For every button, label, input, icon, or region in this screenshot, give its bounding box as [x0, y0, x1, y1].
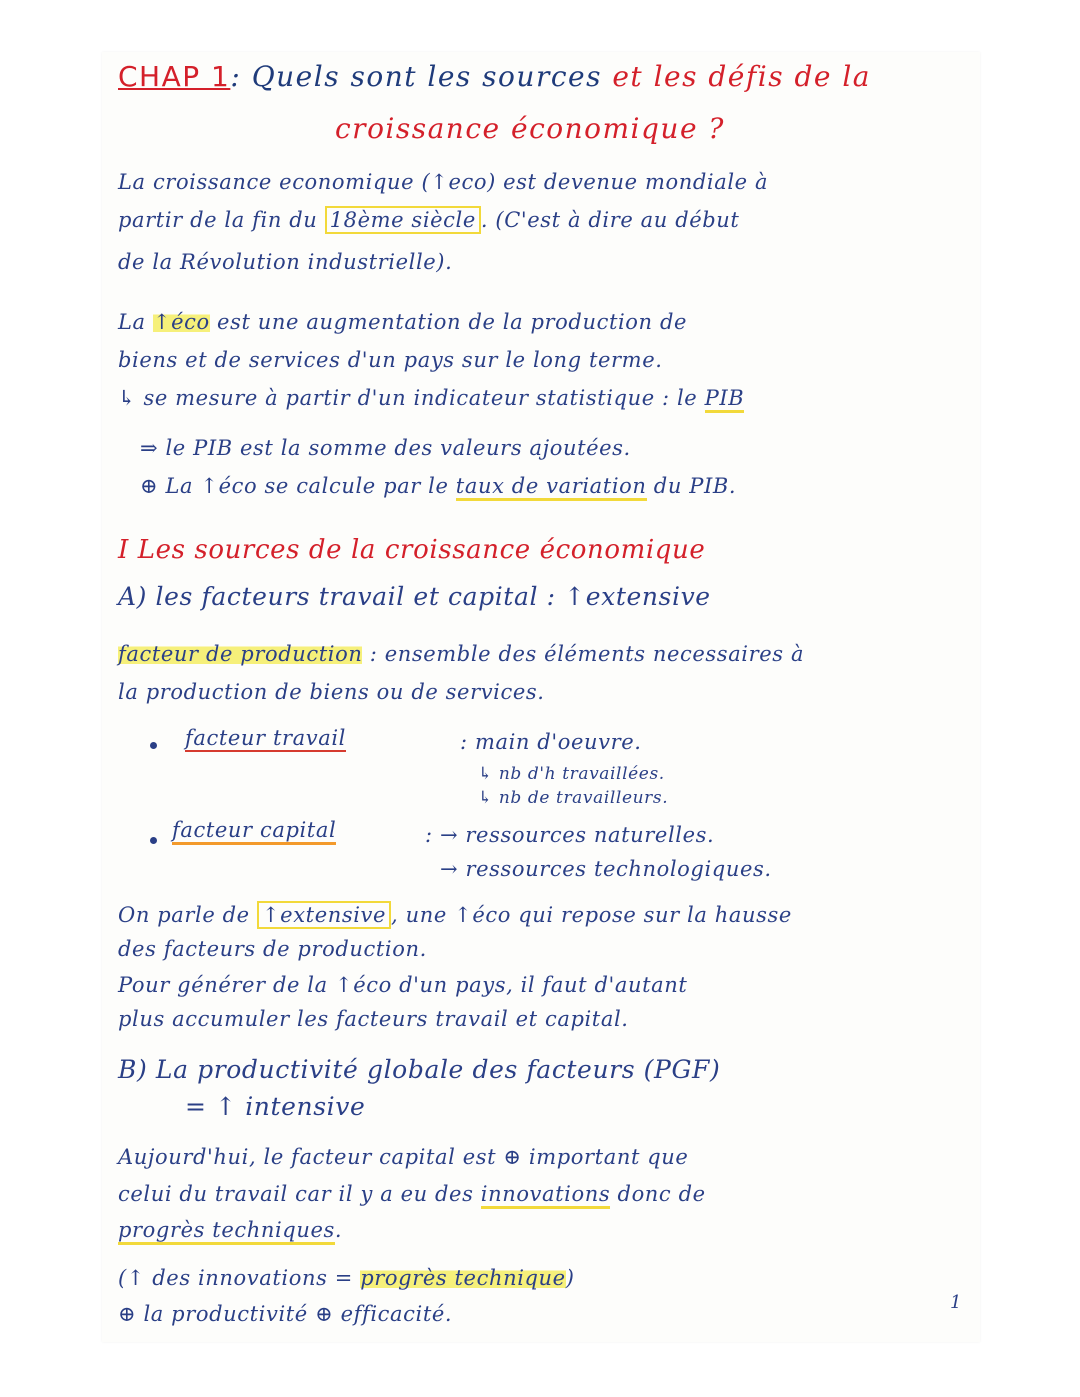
- intro-line2: partir de la fin du 18ème siècle . (C'est à dire au début: [118, 208, 740, 232]
- bullet: [150, 837, 157, 844]
- extensive-line2: des facteurs de production.: [118, 937, 427, 961]
- title-line2: croissance économique ?: [335, 112, 725, 145]
- capital-desc1: : → ressources naturelles.: [425, 823, 715, 847]
- travail-sub1: ↳ nb d'h travaillées.: [478, 764, 665, 784]
- facteur-travail: [185, 726, 346, 750]
- page-title: [118, 60, 871, 93]
- intensive-line3: progrès techniques.: [118, 1218, 342, 1242]
- subsection-a: A) les facteurs travail et capital : ↑extensive: [118, 582, 711, 611]
- definition-term: ↑éco: [152, 310, 210, 334]
- intro-line3: de la Révolution industrielle).: [118, 250, 453, 274]
- progres-technique-highlight: progrès technique: [360, 1266, 566, 1290]
- definition-line2: biens et de services d'un pays sur le long terme.: [118, 348, 663, 372]
- intro-line1: La croissance economique (↑eco) est devenue mondiale à: [118, 170, 769, 194]
- taux-variation: taux de variation: [456, 474, 647, 501]
- travail-desc: : main d'oeuvre.: [460, 730, 642, 754]
- pib-term: PIB: [705, 386, 745, 413]
- title-part2: et les défis de la: [612, 60, 872, 93]
- capital-desc2: → ressources technologiques.: [440, 857, 772, 881]
- capital-label: facteur capital: [172, 818, 336, 845]
- definition-line3: ↳ se mesure à partir d'un indicateur statistique : le PIB: [118, 386, 744, 410]
- extensive-line3: Pour générer de la ↑éco d'un pays, il faut d'autant: [118, 973, 688, 997]
- note-taux: ⊕ La ↑éco se calcule par le taux de variation du PIB.: [140, 474, 736, 498]
- facteur-definition-l2: la production de biens ou de services.: [118, 680, 545, 704]
- section-heading: I Les sources de la croissance économique: [118, 535, 706, 565]
- innovations-term: innovations: [481, 1182, 611, 1209]
- progres-term: progrès techniques: [118, 1218, 335, 1245]
- intensive-line2: celui du travail car il y a eu des innovations donc de: [118, 1182, 706, 1206]
- title-part1: : Quels sont les sources: [230, 60, 602, 93]
- chapter-label: CHAP 1: [118, 60, 231, 93]
- travail-label: facteur travail: [185, 726, 346, 750]
- page-number: 1: [950, 1292, 963, 1313]
- note-pib-sum: ⇒ le PIB est la somme des valeurs ajoutées.: [140, 436, 631, 460]
- intensive-line4: (↑ des innovations = progrès technique): [118, 1266, 575, 1290]
- extensive-line1: On parle de ↑extensive , une ↑éco qui repose sur la hausse: [118, 903, 792, 927]
- facteur-definition: facteur de production : ensemble des éléments necessaires à: [118, 642, 805, 666]
- travail-sub2: ↳ nb de travailleurs.: [478, 788, 669, 808]
- extensive-line4: plus accumuler les facteurs travail et capital.: [118, 1007, 629, 1031]
- extensive-term: ↑extensive: [257, 901, 391, 929]
- century-box: 18ème siècle: [325, 206, 481, 234]
- facteur-term: facteur de production: [118, 642, 363, 666]
- facteur-capital: [172, 818, 336, 842]
- intensive-line1: Aujourd'hui, le facteur capital est ⊕ important que: [118, 1145, 689, 1169]
- intensive-line5: ⊕ la productivité ⊕ efficacité.: [118, 1302, 453, 1326]
- subsection-b: B) La productivité globale des facteurs (PGF): [118, 1055, 721, 1084]
- subsection-b-intensive: = ↑ intensive: [185, 1092, 366, 1121]
- bullet: [150, 742, 157, 749]
- definition-line1: La ↑éco est une augmentation de la production de: [118, 310, 688, 334]
